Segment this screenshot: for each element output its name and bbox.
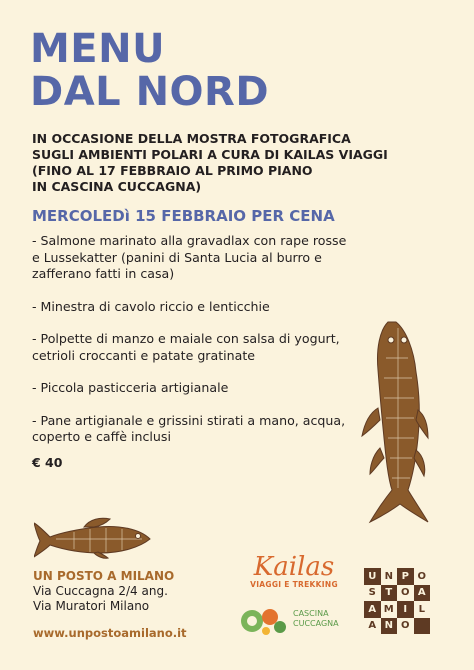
logo-letter: M [381,601,398,618]
website-link[interactable]: www.unpostoamilano.it [33,626,187,640]
logo-letter: N [381,618,398,635]
intro-line-1: IN OCCASIONE DELLA MOSTRA FOTOGRAFICA [32,131,351,146]
logo-letter: A [414,585,431,602]
logo-letter: O [397,585,414,602]
logo-letter: N [381,568,398,585]
venue-info [33,569,174,614]
venue-address-1: Via Cuccagna 2/4 ang. [33,584,168,598]
logo-letter [414,618,431,635]
logo-letter: I [397,601,414,618]
logo-letter: L [414,601,431,618]
logo-letter: T [381,585,398,602]
price: € 40 [32,455,63,470]
logo-letter: A [364,618,381,635]
cascina-cuccagna-logo [238,605,339,641]
title-line-2: DAL NORD [30,69,270,115]
menu-item-5: - Pane artigianale e grissini stirati a mano, acqua, coperto e caffè inclusi [32,412,346,444]
horizontal-fish-icon [34,517,152,559]
logo-letter: U [364,568,381,585]
cascina-logo-line-2: CUCCAGNA [293,618,339,628]
menu-list [32,233,352,462]
intro-line-4: IN CASCINA CUCCAGNA) [32,179,202,194]
event-date: MERCOLEDì 15 FEBBRAIO PER CENA [32,207,335,225]
menu-item-4: - Piccola pasticceria artigianale [32,380,229,395]
logo-letter: A [364,601,381,618]
logo-letter: O [414,568,431,585]
event-intro [32,131,442,195]
logo-letter: O [397,618,414,635]
cascina-logo-text [293,609,363,628]
title-line-1: MENU [30,26,166,72]
menu-item-3: - Polpette di manzo e maiale con salsa di yogurt, cetrioli croccanti e patate gratinate [32,331,340,363]
kailas-logo-name: Kailas [253,552,335,582]
intro-line-3: (FINO AL 17 FEBBRAIO AL PRIMO PIANO [32,163,313,178]
venue-name: UN POSTO A MILANO [33,569,175,583]
menu-item-1: - Salmone marinato alla gravadlax con rape rosse e Lussekatter (panini di Santa Lucia al burro e zafferano fatti in casa) [32,233,347,281]
logo-letter: P [397,568,414,585]
venue-address-2: Via Muratori Milano [33,599,150,613]
kailas-logo [244,554,344,589]
menu-title [30,28,269,114]
kailas-logo-subtitle: VIAGGI E TREKKING [250,580,338,589]
vertical-fish-icon [358,318,430,524]
logo-letter: S [364,585,381,602]
menu-item-2: - Minestra di cavolo riccio e lenticchie [32,298,270,314]
intro-line-2: SUGLI AMBIENTI POLARI A CURA DI KAILAS VIAGGI [32,147,388,162]
cascina-leaf-icon [238,605,290,637]
cascina-logo-line-1: CASCINA [293,609,329,618]
unpostoamilano-logo [364,568,430,634]
